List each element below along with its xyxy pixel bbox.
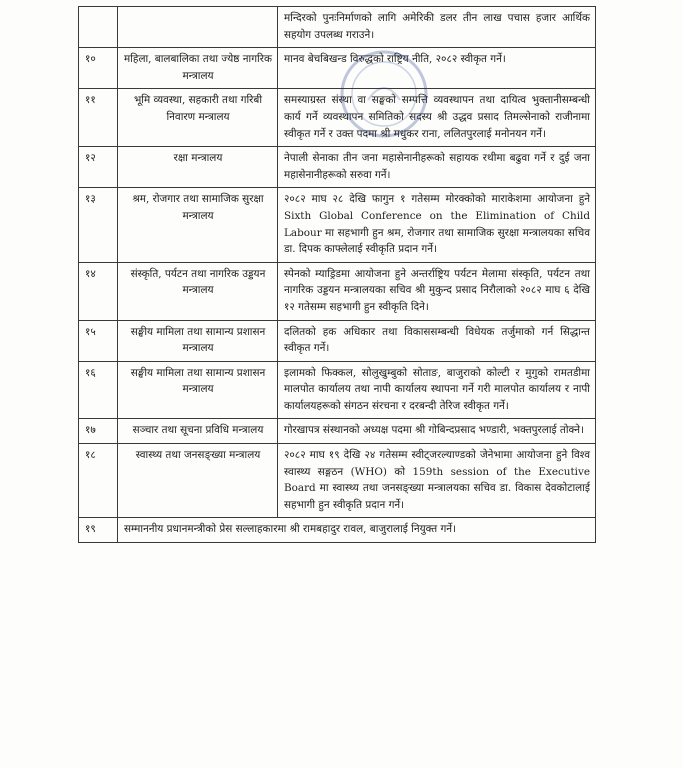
ministry-name: महिला, बालबालिका तथा ज्येष्ठ नागरिक मन्त्रालय bbox=[118, 48, 278, 89]
row-number: १२ bbox=[79, 147, 118, 188]
ministry-name: श्रम, रोजगार तथा सामाजिक सुरक्षा मन्त्रालय bbox=[118, 188, 278, 262]
row-number bbox=[79, 7, 118, 48]
ministry-name bbox=[118, 7, 278, 48]
row-number: १६ bbox=[79, 361, 118, 419]
decision-text: गोरखापत्र संस्थानको अध्यक्ष पदमा श्री गोबिन्दप्रसाद भण्डारी, भक्तपुरलाई तोक्ने। bbox=[278, 419, 596, 444]
row-number: १७ bbox=[79, 419, 118, 444]
decision-text: समस्याग्रस्त संस्था वा सङ्घको सम्पत्ति व्यवस्थापन तथा दायित्व भुक्तानीसम्बन्धी कार्य गर्ने व्यवस्थापन समितिको सदस्य श्री उद्धव प्रसाद तिमल्सेनाको राजीनामा स्वीकृत गर्ने र उक्त पदमा श्री मधुकर राना, ललितपुरलाई मनोनयन गर्ने। bbox=[278, 89, 596, 147]
decision-text: स्पेनको म्याड्रिडमा आयोजना हुने अन्तर्राष्ट्रिय पर्यटन मेलामा संस्कृति, पर्यटन तथा नागरिक उड्डयन मन्त्रालयका सचिव श्री मुकुन्द प्रसाद निरौलाको २०८२ माघ ६ देखि १२ गतेसम्म सहभागी हुन स्वीकृति दिने। bbox=[278, 262, 596, 320]
table-row bbox=[79, 89, 596, 147]
row-number: १८ bbox=[79, 444, 118, 518]
cabinet-decisions-table bbox=[78, 6, 596, 543]
ministry-name: सङ्घीय मामिला तथा सामान्य प्रशासन मन्त्रालय bbox=[118, 320, 278, 361]
table-row bbox=[79, 147, 596, 188]
ministry-name: सञ्चार तथा सूचना प्रविधि मन्त्रालय bbox=[118, 419, 278, 444]
ministry-name: भूमि व्यवस्था, सहकारी तथा गरिबी निवारण मन्त्रालय bbox=[118, 89, 278, 147]
table-row-full-width bbox=[79, 518, 596, 543]
decision-text: मन्दिरको पुनःनिर्माणको लागि अमेरिकी डलर तीन लाख पचास हजार आर्थिक सहयोग उपलब्ध गराउने। bbox=[278, 7, 596, 48]
row-number: ११ bbox=[79, 89, 118, 147]
row-number: १४ bbox=[79, 262, 118, 320]
decision-text: नेपाली सेनाका तीन जना महासेनानीहरूको सहायक रथीमा बढुवा गर्ने र दुई जना महासेनानीहरूको सरुवा गर्ने। bbox=[278, 147, 596, 188]
ministry-name: रक्षा मन्त्रालय bbox=[118, 147, 278, 188]
table-row bbox=[79, 7, 596, 48]
row-number: १३ bbox=[79, 188, 118, 262]
table-row bbox=[79, 361, 596, 419]
decision-text: इलामको फिक्कल, सोलुखुम्बुको सोताङ, बाजुराको कोल्टी र मुगुको रामतडीमा मालपोत कार्यालय तथा नापी कार्यालय स्थापना गर्ने गरी मालपोत कार्यालय र नापी कार्यालयहरूको संगठन संरचना र दरबन्दी तेरिज स्वीकृत गर्ने। bbox=[278, 361, 596, 419]
table-row bbox=[79, 320, 596, 361]
decision-text: मानव बेचबिखन्ड विरुद्धको राष्ट्रिय नीति, २०८२ स्वीकृत गर्ने। bbox=[278, 48, 596, 89]
table-row bbox=[79, 48, 596, 89]
decision-text: २०८२ माघ १९ देखि २४ गतेसम्म स्वीट्जरल्याण्डको जेनेभामा आयोजना हुने विश्व स्वास्थ्य सङ्गठन (WHO) को 159th session of the Executive Board मा स्वास्थ्य तथा जनसङ्ख्या मन्त्रालयका सचिव डा. विकास देवकोटालाई सहभागी हुन स्वीकृति प्रदान गर्ने। bbox=[278, 444, 596, 518]
table-row bbox=[79, 444, 596, 518]
decision-text: दलितको हक अधिकार तथा विकाससम्बन्धी विधेयक तर्जुमाको गर्न सिद्धान्त स्वीकृत गर्ने। bbox=[278, 320, 596, 361]
row-number: १९ bbox=[79, 518, 118, 543]
table-row bbox=[79, 188, 596, 262]
decision-text: २०८२ माघ २८ देखि फागुन १ गतेसम्म मोरक्कोको माराकेशमा आयोजना हुने Sixth Global Conference on the Elimination of Child Labour मा सहभागी हुन श्रम, रोजगार तथा सामाजिक सुरक्षा मन्त्रालयका सचिव डा. दिपक काफ्लेलाई स्वीकृति प्रदान गर्ने। bbox=[278, 188, 596, 262]
row-number: १५ bbox=[79, 320, 118, 361]
table-body bbox=[79, 7, 596, 543]
ministry-name: सङ्घीय मामिला तथा सामान्य प्रशासन मन्त्रालय bbox=[118, 361, 278, 419]
table-row bbox=[79, 419, 596, 444]
row-number: १० bbox=[79, 48, 118, 89]
decision-text: सम्माननीय प्रधानमन्त्रीको प्रेस सल्लाहकारमा श्री रामबहादुर रावल, बाजुरालाई नियुक्त गर्ने। bbox=[118, 518, 596, 543]
ministry-name: स्वास्थ्य तथा जनसङ्ख्या मन्त्रालय bbox=[118, 444, 278, 518]
ministry-name: संस्कृति, पर्यटन तथा नागरिक उड्डयन मन्त्रालय bbox=[118, 262, 278, 320]
table-row bbox=[79, 262, 596, 320]
